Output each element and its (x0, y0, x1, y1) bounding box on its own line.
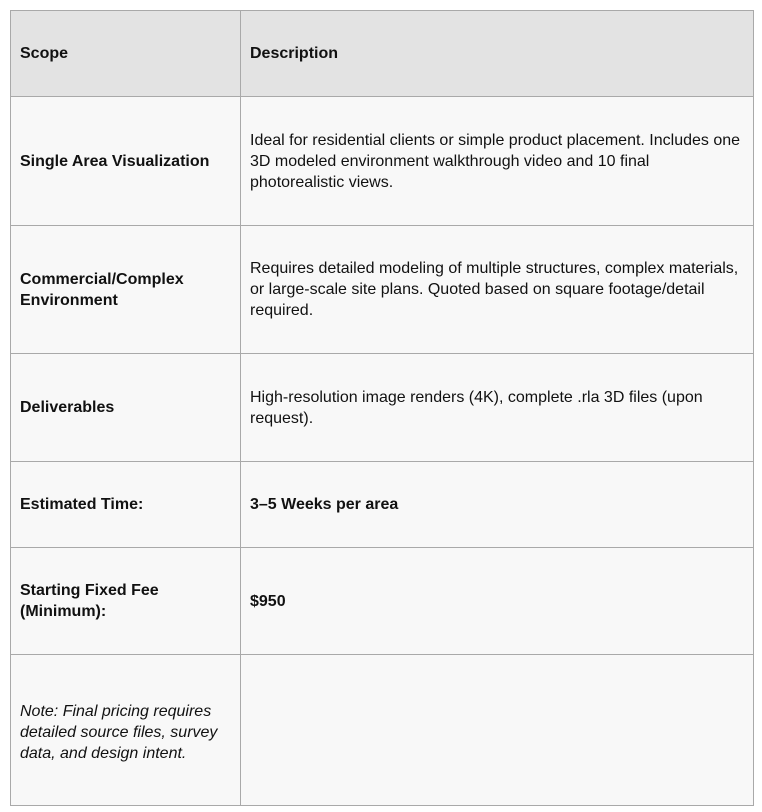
note-cell: Note: Final pricing requires detailed source files, survey data, and design intent. (11, 655, 241, 806)
table-row (11, 462, 754, 548)
scope-cell: Starting Fixed Fee (Minimum): (11, 548, 241, 655)
table-header-row (11, 11, 754, 97)
empty-description-cell (241, 655, 754, 806)
description-cell: Requires detailed modeling of multiple structures, complex materials, or large-scale site plans. Quoted based on square footage/detail required. (241, 226, 754, 354)
header-scope: Scope (11, 11, 241, 97)
description-cell: High-resolution image renders (4K), complete .rla 3D files (upon request). (241, 354, 754, 462)
table-row (11, 97, 754, 226)
description-cell: Ideal for residential clients or simple product placement. Includes one 3D modeled environment walkthrough video and 10 final photorealistic views. (241, 97, 754, 226)
estimated-time-value: 3–5 Weeks per area (241, 462, 754, 548)
header-description: Description (241, 11, 754, 97)
table-row (11, 548, 754, 655)
scope-cell: Estimated Time: (11, 462, 241, 548)
pricing-table (10, 10, 754, 806)
table-row (11, 655, 754, 806)
scope-cell: Commercial/Complex Environment (11, 226, 241, 354)
table-row (11, 354, 754, 462)
starting-fee-value: $950 (241, 548, 754, 655)
scope-cell: Single Area Visualization (11, 97, 241, 226)
scope-cell: Deliverables (11, 354, 241, 462)
table-row (11, 226, 754, 354)
pricing-table-container (10, 10, 753, 805)
